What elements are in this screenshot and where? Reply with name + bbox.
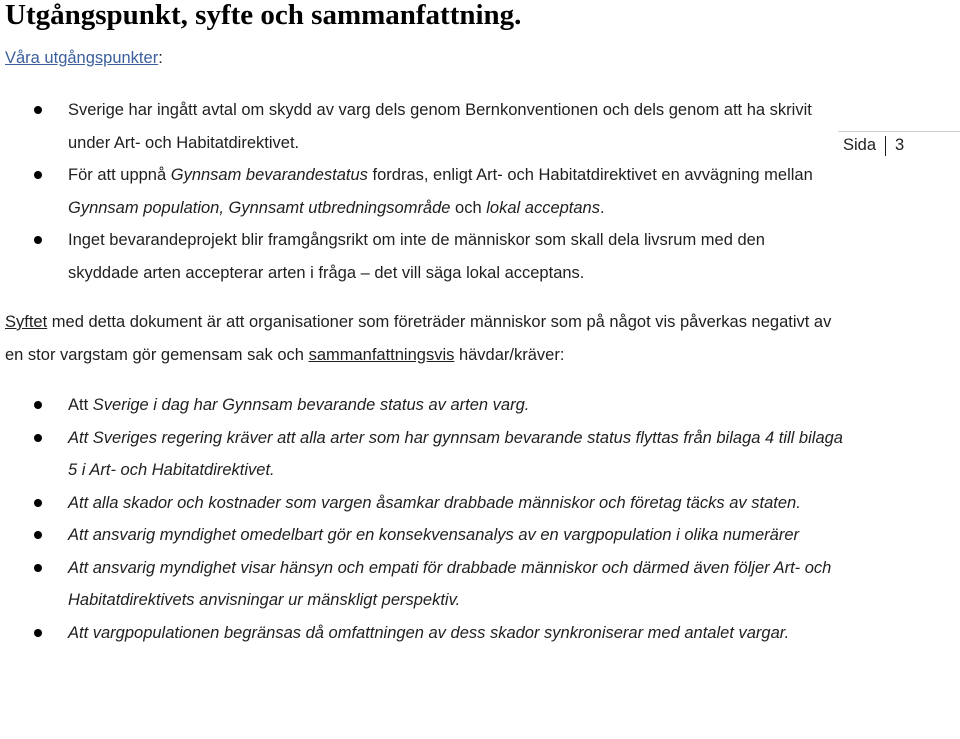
demand-text: Att Sveriges regering kräver att alla arter som har gynnsam bevarande status flyttas från bilaga 4 till bilaga 5 i Art- och Habitatdirektivet. (68, 428, 843, 479)
list-item (0, 519, 845, 552)
purpose-paragraph (5, 306, 835, 371)
list-item (0, 224, 830, 289)
list-item-emphasis: lokal acceptans (486, 198, 600, 217)
bullet-icon (34, 499, 42, 507)
list-item (0, 422, 845, 487)
list-item-text-part: fordras, enligt Art- och Habitatdirektivet en avvägning mellan (367, 166, 813, 184)
page-number (843, 134, 904, 156)
purpose-text: med detta dokument är att organisationer som företräder människor som på något vis påverkas negativt av en stor vargstam gör gemensam sak och (5, 313, 832, 364)
demand-text: Sverige i dag har Gynnsam bevarande status av arten varg. (92, 396, 530, 414)
summary-keyword: sammanfattningsvis (308, 345, 455, 364)
demand-text: Att vargpopulationen begränsas då omfattningen av dess skador synkroniserar med antalet vargar. (68, 623, 790, 642)
demand-lead: Att (68, 396, 93, 414)
list-item-text: Sverige har ingått avtal om skydd av varg dels genom Bernkonventionen och dels genom att ha skrivit under Art- och Habitatdirektivet. (68, 101, 812, 152)
page-number-value: 3 (895, 136, 905, 154)
starting-points-heading-text: Våra utgångspunkter (5, 49, 159, 67)
list-item-text-part: . (600, 198, 605, 217)
list-item-text-part: och (450, 198, 487, 217)
bullet-icon (34, 106, 42, 114)
list-item (0, 617, 845, 650)
starting-points-heading-colon: : (158, 49, 163, 67)
list-item-emphasis: Gynnsam bevarandestatus (170, 166, 368, 184)
demands-list (0, 389, 845, 649)
purpose-text-end: hävdar/kräver: (454, 345, 565, 364)
list-item-emphasis: Gynnsam population, Gynnsamt utbredningsområde (68, 198, 451, 217)
list-item-text: Inget bevarandeprojekt blir framgångsrikt om inte de människor som skall dela livsrum med den skyddade arten accepterar arten i fråga – det vill säga lokal acceptans. (68, 231, 765, 282)
bullet-icon (34, 236, 42, 244)
bullet-icon (34, 564, 42, 572)
list-item (0, 389, 845, 422)
section-heading-starting-points (5, 47, 163, 69)
demand-text: Att alla skador och kostnader som vargen åsamkar drabbade människor och företag täcks av staten. (68, 493, 801, 512)
page-title: Utgångspunkt, syfte och sammanfattning. (5, 0, 522, 31)
page-number-label: Sida (843, 136, 877, 154)
list-item (0, 487, 845, 520)
page-number-separator (885, 136, 886, 156)
list-item-text-part: För att uppnå (68, 166, 171, 184)
starting-points-list (0, 94, 830, 289)
list-item (0, 94, 830, 159)
list-item (0, 552, 845, 617)
demand-text: Att ansvarig myndighet visar hänsyn och empati för drabbade människor och därmed även följer Art- och Habitatdirektivets anvisningar ur mänskligt perspektiv. (68, 558, 832, 609)
list-item (0, 159, 830, 224)
bullet-icon (34, 434, 42, 442)
demand-text: Att ansvarig myndighet omedelbart gör en konsekvensanalys av en vargpopulation i olika numerärer (68, 526, 799, 544)
bullet-icon (34, 401, 42, 409)
purpose-keyword: Syftet (5, 313, 48, 331)
bullet-icon (34, 629, 42, 637)
bullet-icon (34, 171, 42, 179)
bullet-icon (34, 531, 42, 539)
page-header-rule (838, 131, 960, 132)
